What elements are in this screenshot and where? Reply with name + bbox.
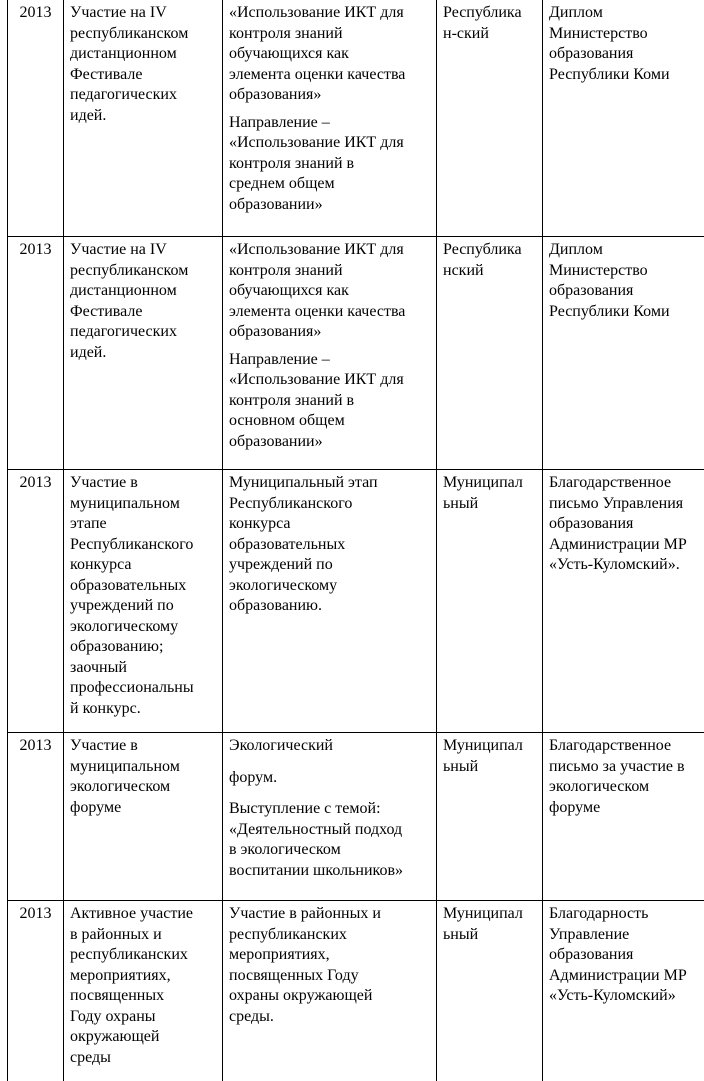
- participation-text-line: Республиканского: [70, 535, 194, 553]
- participation-text-line: дистанционном: [70, 45, 177, 62]
- award-text-line: образования: [549, 282, 634, 299]
- participation-text-line: идей.: [70, 106, 107, 124]
- topic-text-line: «Использование ИКТ для: [229, 241, 404, 258]
- topic-text-line: посвященных Году: [229, 966, 359, 984]
- award-text-line: образования: [549, 946, 634, 963]
- topic-text-line: республиканских: [229, 925, 347, 943]
- participation-text-line: заочный: [70, 658, 127, 676]
- topic-text-line: «Использование ИКТ для: [229, 134, 404, 151]
- participation-text-line: профессиональны: [70, 679, 194, 696]
- topic-text-line: обучающихся как: [229, 45, 349, 62]
- cell-award: [543, 733, 704, 901]
- awards-table: [7, 0, 704, 1081]
- cell-participation: [64, 0, 223, 237]
- level-text-line: Муниципал: [443, 474, 523, 491]
- topic-text-line: Муниципальный этап: [229, 474, 378, 491]
- participation-text-line: Участие на IV: [70, 4, 167, 21]
- cell-participation: [64, 237, 223, 470]
- participation-text-line: Активное участие: [70, 905, 193, 922]
- level-text-line: Республика: [443, 241, 522, 258]
- participation-text-line: экологическом: [70, 778, 171, 795]
- cell-topic: [223, 237, 437, 470]
- topic-text-line: образовании»: [229, 432, 323, 450]
- cell-level: [437, 470, 543, 733]
- participation-text-line: Участие на IV: [70, 241, 167, 258]
- award-text-line: Благодарственное: [549, 474, 672, 491]
- topic-text-line: «Использование ИКТ для: [229, 4, 404, 21]
- level-text-line: Республика: [443, 4, 522, 21]
- topic-paragraph: [229, 113, 430, 216]
- participation-text-line: Фестивале: [70, 302, 143, 320]
- award-text-line: Республики Коми: [549, 302, 670, 320]
- topic-paragraph: [229, 736, 430, 757]
- topic-text-line: Экологический: [229, 737, 333, 754]
- level-text-line: ьный: [443, 494, 479, 512]
- level-text-line: Муниципал: [443, 737, 523, 754]
- awards-table-body: [8, 0, 704, 1081]
- participation-text-line: посвященных: [70, 987, 165, 1004]
- table-row: [8, 0, 704, 237]
- topic-text-line: в экологическом: [229, 841, 341, 858]
- participation-text-line: республиканском: [70, 261, 189, 279]
- topic-text-line: Направление –: [229, 350, 330, 368]
- award-text-line: Министерство: [549, 261, 648, 279]
- topic-text-line: образования»: [229, 86, 322, 103]
- participation-text-line: республиканских: [70, 946, 188, 963]
- cell-award: [543, 237, 704, 470]
- cell-award: [543, 470, 704, 733]
- cell-topic: [223, 0, 437, 237]
- participation-text-line: Фестивале: [70, 65, 143, 83]
- cell-year: 2013: [8, 470, 64, 733]
- participation-text-line: Участие в: [70, 474, 138, 491]
- topic-text-line: мероприятиях,: [229, 946, 330, 963]
- topic-text-line: образованию.: [229, 597, 322, 614]
- cell-participation: [64, 901, 223, 1081]
- table-row: [8, 470, 704, 733]
- cell-level: [437, 733, 543, 901]
- topic-text-line: форум.: [229, 768, 278, 786]
- table-row: [8, 237, 704, 470]
- cell-award: [543, 901, 704, 1081]
- level-text-line: н-ский: [443, 24, 489, 42]
- topic-text-line: конкурса: [229, 515, 291, 532]
- participation-text-line: форуме: [70, 798, 122, 816]
- award-text-line: письмо Управления: [549, 494, 684, 512]
- topic-text-line: среднем общем: [229, 175, 335, 192]
- level-text-line: нский: [443, 261, 484, 279]
- participation-text-line: окружающей: [70, 1028, 160, 1045]
- participation-text-line: учреждений по: [70, 597, 174, 614]
- award-text-line: письмо за участие в: [549, 757, 685, 775]
- topic-text-line: охраны окружающей: [229, 987, 373, 1004]
- level-text-line: ьный: [443, 925, 479, 943]
- topic-text-line: образовательных: [229, 535, 346, 553]
- cell-level: [437, 0, 543, 237]
- participation-text-line: образовательных: [70, 576, 187, 594]
- participation-text-line: образованию;: [70, 638, 164, 655]
- award-text-line: Благодарность: [549, 905, 649, 922]
- participation-text-line: мероприятиях,: [70, 966, 171, 984]
- cell-level: [437, 901, 543, 1081]
- award-text-line: Республики Коми: [549, 65, 670, 83]
- topic-text-line: контроля знаний: [229, 261, 343, 279]
- topic-paragraph: [229, 799, 430, 881]
- cell-year: 2013: [8, 237, 64, 470]
- topic-text-line: среды.: [229, 1007, 274, 1025]
- topic-text-line: экологическому: [229, 576, 338, 594]
- topic-paragraph: [229, 3, 430, 106]
- award-text-line: Диплом: [549, 241, 603, 258]
- topic-paragraph: [229, 904, 430, 1027]
- topic-text-line: контроля знаний: [229, 24, 343, 42]
- topic-text-line: контроля знаний в: [229, 154, 355, 172]
- topic-text-line: образовании»: [229, 195, 323, 213]
- cell-topic: [223, 470, 437, 733]
- cell-participation: [64, 733, 223, 901]
- topic-text-line: Республиканского: [229, 494, 353, 512]
- award-text-line: образования: [549, 45, 634, 62]
- topic-text-line: обучающихся как: [229, 282, 349, 299]
- participation-text-line: этапе: [70, 515, 107, 532]
- participation-text-line: муниципальном: [70, 757, 180, 775]
- topic-text-line: Выступление с темой:: [229, 800, 381, 817]
- topic-text-line: образования»: [229, 323, 322, 340]
- participation-text-line: конкурса: [70, 556, 132, 573]
- award-text-line: Благодарственное: [549, 737, 672, 754]
- topic-paragraph: [229, 768, 430, 789]
- cell-award: [543, 0, 704, 237]
- award-text-line: форуме: [549, 798, 601, 816]
- topic-text-line: «Деятельностный подход: [229, 820, 403, 838]
- topic-paragraph: [229, 240, 430, 343]
- cell-year: 2013: [8, 0, 64, 237]
- award-text-line: Администрации МР: [549, 535, 687, 553]
- cell-year: 2013: [8, 901, 64, 1081]
- participation-text-line: среды: [70, 1048, 111, 1066]
- topic-text-line: Направление –: [229, 113, 330, 131]
- participation-text-line: Году охраны: [70, 1007, 156, 1025]
- topic-text-line: учреждений по: [229, 556, 333, 573]
- topic-text-line: основном общем: [229, 412, 345, 429]
- participation-text-line: республиканском: [70, 24, 189, 42]
- participation-text-line: в районных и: [70, 925, 162, 943]
- award-text-line: «Усть-Куломский»: [549, 987, 676, 1004]
- participation-text-line: педагогических: [70, 323, 177, 340]
- topic-paragraph: [229, 350, 430, 453]
- participation-text-line: муниципальном: [70, 494, 180, 512]
- topic-text-line: элемента оценки качества: [229, 65, 406, 83]
- cell-topic: [223, 733, 437, 901]
- participation-text-line: дистанционном: [70, 282, 177, 299]
- table-row: [8, 901, 704, 1081]
- participation-text-line: Участие в: [70, 737, 138, 754]
- cell-level: [437, 237, 543, 470]
- award-text-line: «Усть-Куломский».: [549, 556, 680, 573]
- participation-text-line: педагогических: [70, 86, 177, 103]
- participation-text-line: экологическому: [70, 617, 179, 635]
- cell-participation: [64, 470, 223, 733]
- award-text-line: образования: [549, 515, 634, 532]
- topic-text-line: Участие в районных и: [229, 905, 381, 922]
- table-row: [8, 733, 704, 901]
- award-text-line: Диплом: [549, 4, 603, 21]
- topic-text-line: «Использование ИКТ для: [229, 371, 404, 388]
- topic-paragraph: [229, 473, 430, 617]
- level-text-line: Муниципал: [443, 905, 523, 922]
- award-text-line: Администрации МР: [549, 966, 687, 984]
- award-text-line: экологическом: [549, 778, 650, 795]
- award-text-line: Министерство: [549, 24, 648, 42]
- cell-year: 2013: [8, 733, 64, 901]
- level-text-line: ьный: [443, 757, 479, 775]
- topic-text-line: элемента оценки качества: [229, 302, 406, 320]
- participation-text-line: идей.: [70, 343, 107, 361]
- award-text-line: Управление: [549, 925, 630, 943]
- topic-text-line: воспитании школьников»: [229, 861, 404, 879]
- participation-text-line: й конкурс.: [70, 699, 141, 717]
- cell-topic: [223, 901, 437, 1081]
- topic-text-line: контроля знаний в: [229, 391, 355, 409]
